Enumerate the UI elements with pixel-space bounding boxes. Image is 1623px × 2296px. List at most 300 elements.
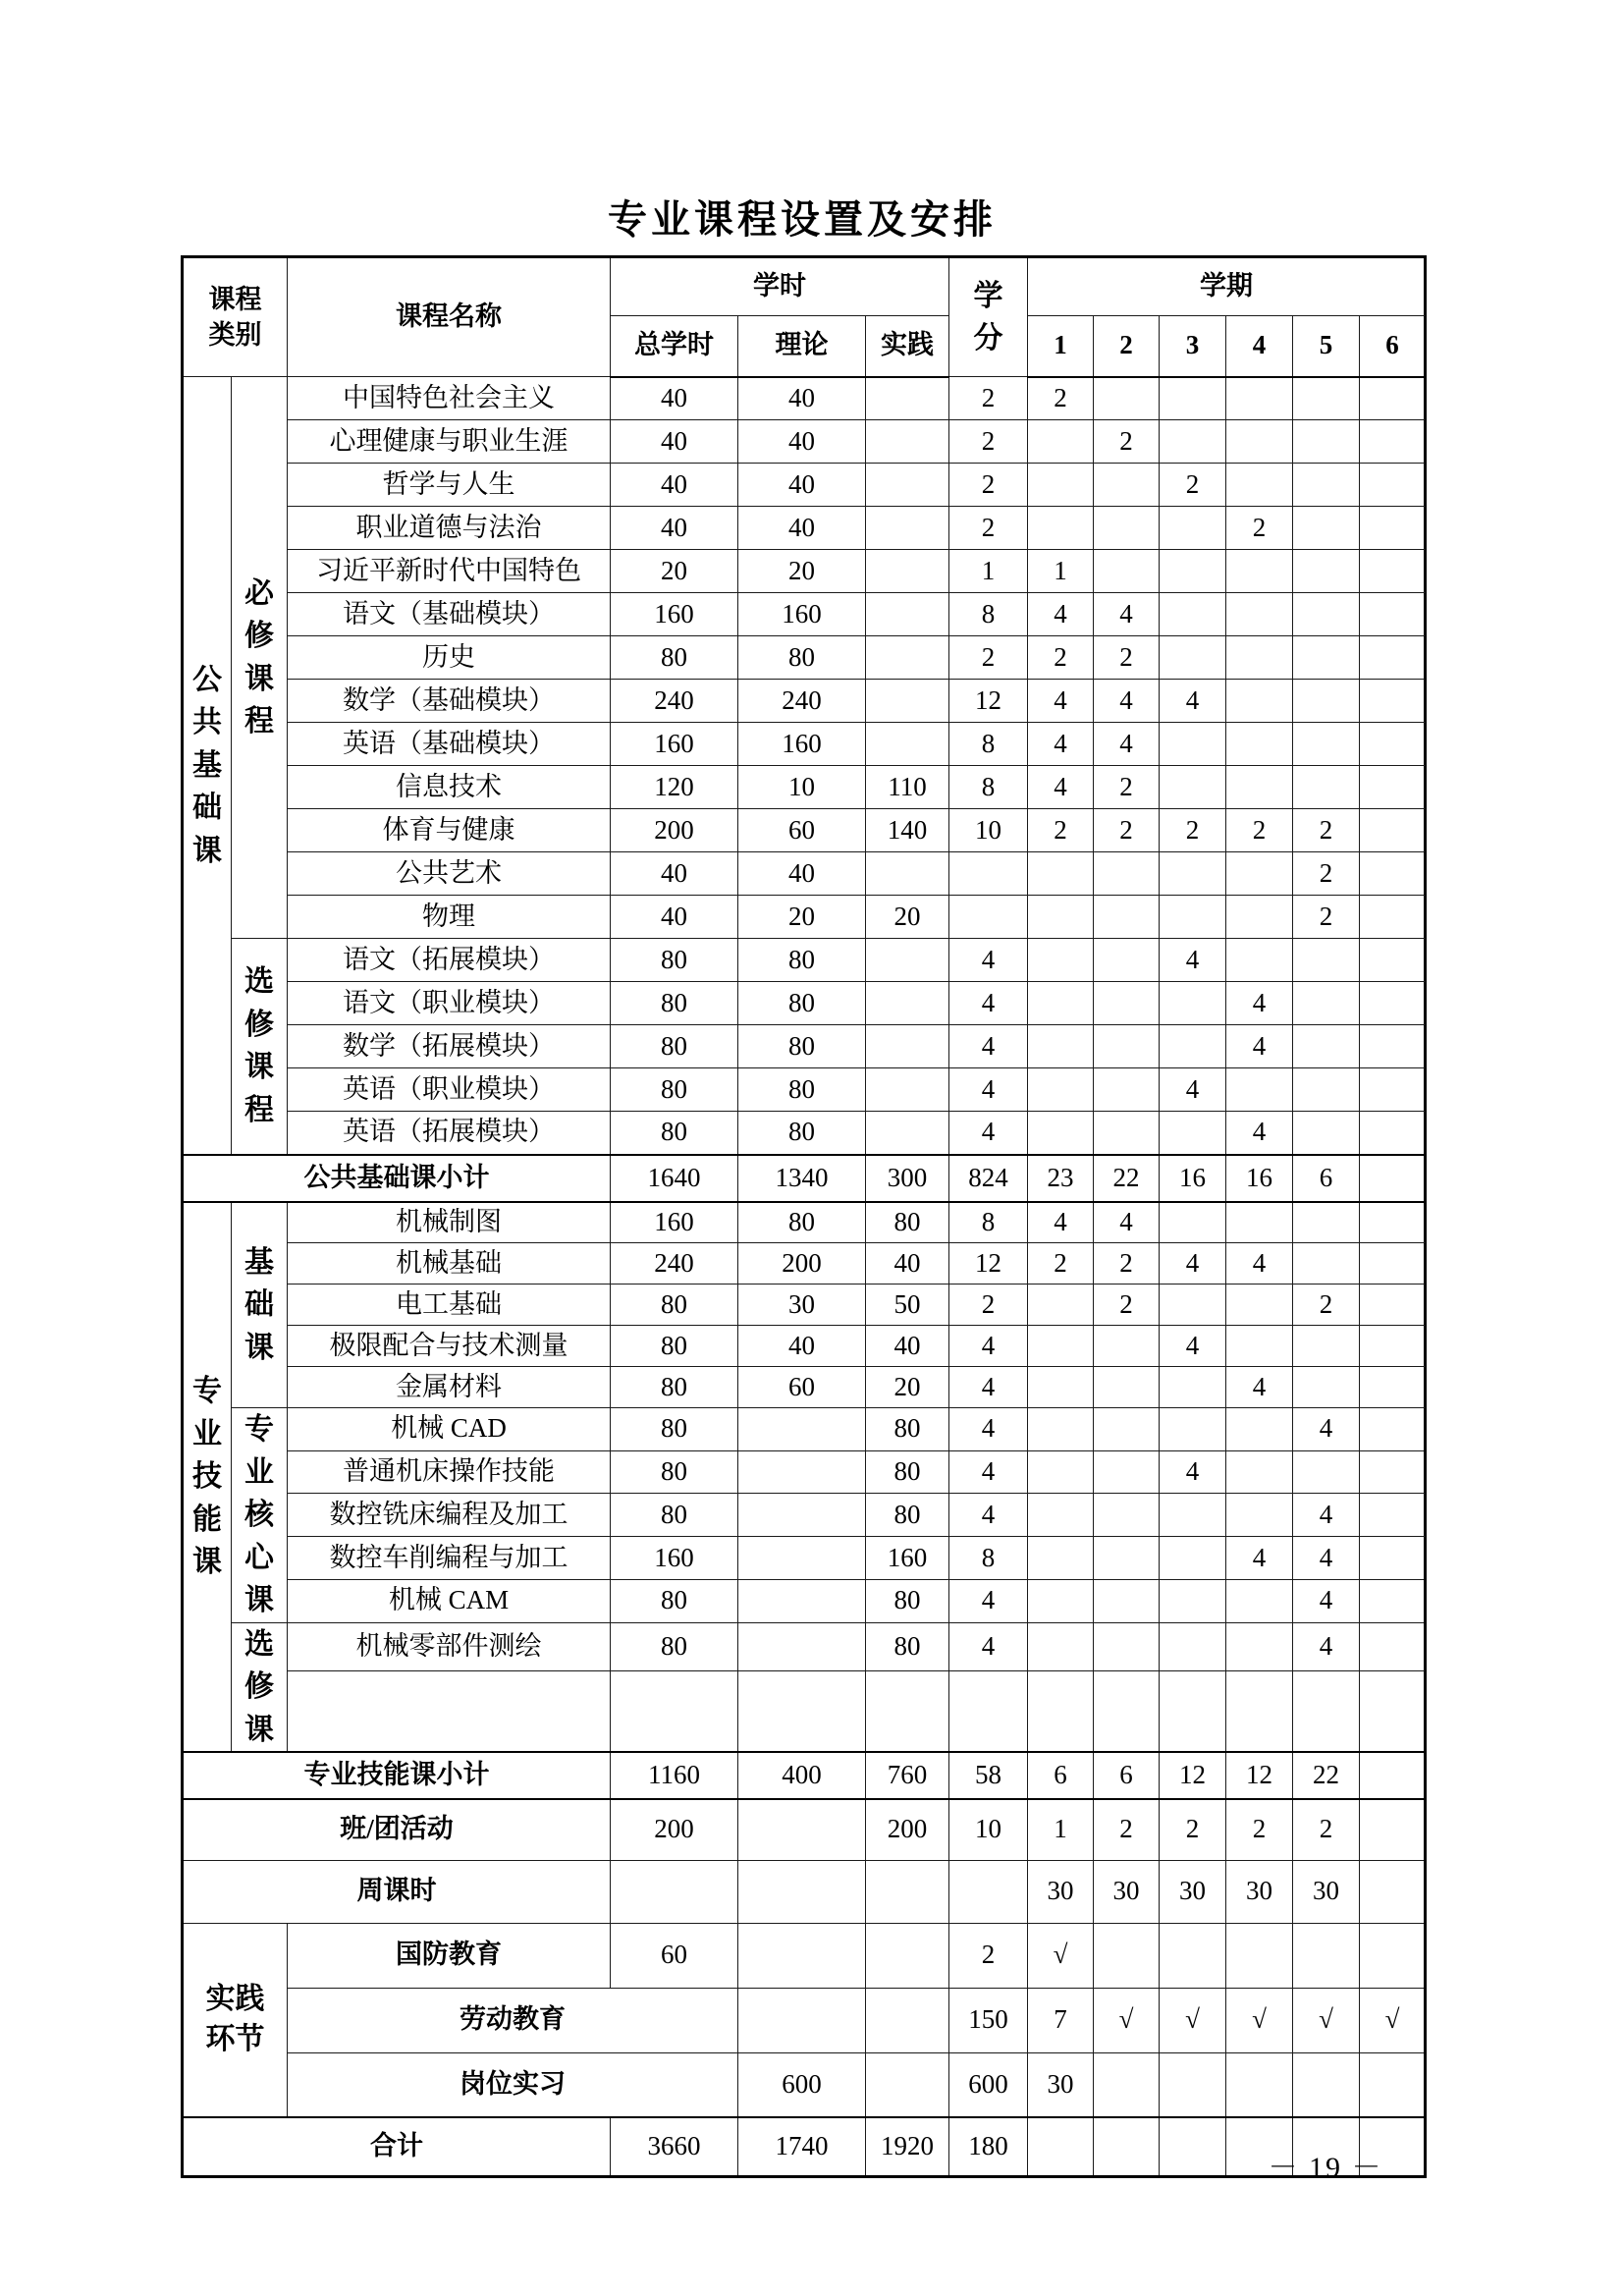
semester-6-cell <box>1360 1068 1426 1112</box>
total-hours-cell: 80 <box>611 982 738 1025</box>
course-row <box>183 1285 1426 1326</box>
course-row <box>183 420 1426 464</box>
semester-3-cell <box>1160 1622 1226 1671</box>
semester-2-cell: 4 <box>1094 593 1160 636</box>
semester-2-cell: 4 <box>1094 1202 1160 1243</box>
semester-6-cell <box>1360 982 1426 1025</box>
theory-hours-cell: 40 <box>738 852 866 896</box>
theory-hours-cell: 40 <box>738 507 866 550</box>
semester-5-cell <box>1293 507 1360 550</box>
theory-hours-cell: 200 <box>738 1243 866 1285</box>
semester-3-cell: 2 <box>1160 1799 1226 1860</box>
semester-2-cell: √ <box>1160 1988 1226 2052</box>
class-activity-row <box>183 1799 1426 1860</box>
semester-1-cell <box>1028 1537 1094 1580</box>
semester-4-cell: 30 <box>1226 1860 1293 1923</box>
semester-1-cell <box>1028 507 1094 550</box>
semester-3-cell <box>1160 593 1226 636</box>
total-hours-cell: 240 <box>611 1243 738 1285</box>
semester-5-cell <box>1293 1671 1360 1753</box>
semester-2-cell: 2 <box>1094 420 1160 464</box>
semester-3-cell: 30 <box>1160 1860 1226 1923</box>
semester-5-cell: 2 <box>1293 1285 1360 1326</box>
course-name-cell: 机械制图 <box>288 1202 611 1243</box>
course-row <box>183 593 1426 636</box>
semester-4-cell <box>1226 1285 1293 1326</box>
semester-4-cell <box>1226 420 1293 464</box>
semester-2-cell <box>1094 1112 1160 1155</box>
course-name-cell: 班/团活动 <box>183 1799 611 1860</box>
header-semester-1: 1 <box>1028 316 1094 377</box>
credits-cell: 180 <box>949 2117 1028 2176</box>
semester-2-cell <box>1094 1494 1160 1537</box>
credits-cell: 58 <box>949 1752 1028 1799</box>
practice-hours-cell <box>866 1860 949 1923</box>
theory-hours-cell: 10 <box>738 766 866 809</box>
theory-hours-cell: 40 <box>738 464 866 507</box>
semester-6-cell <box>1360 1494 1426 1537</box>
semester-3-cell <box>1160 766 1226 809</box>
semester-3-cell: 2 <box>1160 809 1226 852</box>
semester-2-cell <box>1094 896 1160 939</box>
semester-1-cell: 4 <box>1028 1202 1094 1243</box>
credits-cell: 4 <box>949 1367 1028 1408</box>
page-title: 专业课程设置及安排 <box>608 197 997 242</box>
total-hours-cell: 60 <box>611 1923 738 1988</box>
semester-3-cell <box>1160 1367 1226 1408</box>
credits-cell: 4 <box>949 1408 1028 1451</box>
semester-1-cell <box>1028 464 1094 507</box>
semester-2-cell: 2 <box>1094 1285 1160 1326</box>
semester-5-cell <box>1293 550 1360 593</box>
theory-hours-cell: 80 <box>738 1025 866 1068</box>
semester-5-cell: 4 <box>1293 1537 1360 1580</box>
semester-6-cell <box>1360 464 1426 507</box>
total-hours-cell <box>611 1671 738 1753</box>
practice-hours-cell <box>866 1923 949 1988</box>
semester-6-cell <box>1360 1285 1426 1326</box>
semester-5-cell: 2 <box>1293 809 1360 852</box>
semester-5-cell <box>1293 1202 1360 1243</box>
semester-6-cell <box>1360 1112 1426 1155</box>
semester-2-cell <box>1160 2052 1226 2117</box>
credits-cell: 4 <box>949 1579 1028 1622</box>
semester-1-cell: 2 <box>1028 809 1094 852</box>
semester-5-cell <box>1293 1112 1360 1155</box>
semester-1-cell <box>1028 896 1094 939</box>
practice-row <box>183 1988 1426 2052</box>
semester-1-cell <box>1028 1112 1094 1155</box>
semester-4-cell: 4 <box>1226 982 1293 1025</box>
course-row <box>183 1112 1426 1155</box>
credits-cell: 4 <box>949 1068 1028 1112</box>
semester-2-cell <box>1094 1025 1160 1068</box>
credits-cell: 1 <box>949 550 1028 593</box>
total-hours-cell: 80 <box>611 1494 738 1537</box>
semester-1-cell: 2 <box>1028 636 1094 680</box>
semester-3-cell <box>1226 2052 1293 2117</box>
course-name-cell <box>288 1671 611 1753</box>
semester-1-cell: 6 <box>1028 1752 1094 1799</box>
course-row <box>183 766 1426 809</box>
semester-6-cell <box>1360 1450 1426 1494</box>
course-name-cell: 周课时 <box>183 1860 611 1923</box>
total-hours-cell: 80 <box>611 1408 738 1451</box>
header-semester-3: 3 <box>1160 316 1226 377</box>
semester-5-cell: 2 <box>1293 852 1360 896</box>
course-row <box>183 1450 1426 1494</box>
course-name-cell: 体育与健康 <box>288 809 611 852</box>
semester-1-cell <box>1028 1622 1094 1671</box>
semester-5-cell <box>1293 636 1360 680</box>
semester-6-cell <box>1360 1752 1426 1799</box>
semester-5-cell <box>1293 420 1360 464</box>
course-name-cell: 机械零部件测绘 <box>288 1622 611 1671</box>
semester-4-cell: 16 <box>1226 1155 1293 1202</box>
course-name-cell: 专业技能课小计 <box>183 1752 611 1799</box>
semester-1-cell: 4 <box>1028 680 1094 723</box>
semester-4-cell <box>1226 1923 1293 1988</box>
semester-5-cell: 2 <box>1293 896 1360 939</box>
practice-category-label: 实践环节 <box>183 1923 288 2117</box>
practice-hours-cell: 80 <box>866 1450 949 1494</box>
course-name-cell: 英语（拓展模块） <box>288 1112 611 1155</box>
practice-hours-cell: 40 <box>866 1243 949 1285</box>
practice-hours-cell: 160 <box>866 1537 949 1580</box>
theory-hours-cell <box>738 1799 866 1860</box>
practice-hours-cell: 1920 <box>866 2117 949 2176</box>
practice-hours-cell: 80 <box>866 1202 949 1243</box>
practice-hours-cell: 50 <box>866 1285 949 1326</box>
semester-1-cell <box>1028 1671 1094 1753</box>
semester-4-cell <box>1293 2052 1360 2117</box>
semester-3-cell: 4 <box>1160 1450 1226 1494</box>
semester-4-cell <box>1226 1671 1293 1753</box>
practice-hours-cell: 80 <box>866 1494 949 1537</box>
course-row <box>183 464 1426 507</box>
theory-hours-cell <box>738 1860 866 1923</box>
semester-4-cell: 4 <box>1226 1243 1293 1285</box>
course-row <box>183 896 1426 939</box>
semester-2-cell <box>1094 507 1160 550</box>
semester-2-cell <box>1094 1671 1160 1753</box>
header-semester: 学期 <box>1028 257 1426 316</box>
semester-1-cell: 30 <box>1028 1860 1094 1923</box>
total-hours-cell: 40 <box>611 420 738 464</box>
credits-cell: 8 <box>949 593 1028 636</box>
semester-5-cell <box>1293 377 1360 420</box>
course-row <box>183 550 1426 593</box>
semester-6-cell <box>1360 1622 1426 1671</box>
credits-cell: 2 <box>949 636 1028 680</box>
practice-row <box>183 1923 1426 1988</box>
total-hours-cell: 40 <box>611 377 738 420</box>
theory-hours-cell: 80 <box>738 1068 866 1112</box>
semester-4-cell <box>1226 766 1293 809</box>
semester-3-cell <box>1160 1285 1226 1326</box>
semester-1-cell: 4 <box>1028 723 1094 766</box>
credits-cell: 12 <box>949 680 1028 723</box>
credits-cell: 4 <box>949 982 1028 1025</box>
semester-4-cell: √ <box>1293 1988 1360 2052</box>
theory-hours-cell: 80 <box>738 1202 866 1243</box>
semester-5-cell <box>1293 723 1360 766</box>
theory-hours-cell: 80 <box>738 1112 866 1155</box>
total-hours-cell: 600 <box>738 2052 866 2117</box>
theory-hours-cell <box>738 1622 866 1671</box>
semester-5-cell: 2 <box>1293 1799 1360 1860</box>
semester-5-cell <box>1293 1068 1360 1112</box>
course-row <box>183 1367 1426 1408</box>
practice-hours-cell <box>866 1068 949 1112</box>
course-name-cell: 劳动教育 <box>288 1988 738 2052</box>
semester-2-cell <box>1094 939 1160 982</box>
weekly-hours-row <box>183 1860 1426 1923</box>
course-name-cell: 岗位实习 <box>288 2052 738 2117</box>
semester-4-cell <box>1226 550 1293 593</box>
semester-3-cell <box>1160 982 1226 1025</box>
total-hours-cell: 40 <box>611 852 738 896</box>
header-practice-hours: 实践 <box>866 316 949 377</box>
semester-3-cell: 16 <box>1160 1155 1226 1202</box>
header-theory-hours: 理论 <box>738 316 866 377</box>
practice-hours-cell <box>866 593 949 636</box>
practice-hours-cell: 760 <box>866 1752 949 1799</box>
practice-hours-cell <box>866 680 949 723</box>
course-row <box>183 636 1426 680</box>
semester-3-cell <box>1160 896 1226 939</box>
practice-hours-cell: 20 <box>866 1367 949 1408</box>
semester-6-cell <box>1360 1155 1426 1202</box>
semester-1-cell <box>1028 1025 1094 1068</box>
semester-1-cell <box>1028 1367 1094 1408</box>
practice-hours-cell: 150 <box>949 1988 1028 2052</box>
course-name-cell: 信息技术 <box>288 766 611 809</box>
total-hours-cell: 120 <box>611 766 738 809</box>
semester-4-cell <box>1226 1579 1293 1622</box>
credits-cell: 8 <box>949 1537 1028 1580</box>
semester-6-cell <box>1360 1537 1426 1580</box>
semester-5-cell: 4 <box>1293 1622 1360 1671</box>
semester-2-cell <box>1094 1622 1160 1671</box>
semester-3-cell <box>1160 1579 1226 1622</box>
total-hours-cell: 1160 <box>611 1752 738 1799</box>
theory-hours-cell: 60 <box>738 809 866 852</box>
semester-5-cell: 22 <box>1293 1752 1360 1799</box>
table-body <box>183 377 1426 2177</box>
header-semester-4: 4 <box>1226 316 1293 377</box>
semester-5-cell <box>1293 1367 1360 1408</box>
semester-2-cell <box>1094 1367 1160 1408</box>
course-row <box>183 1243 1426 1285</box>
semester-3-cell <box>1160 1112 1226 1155</box>
semester-6-cell <box>1360 420 1426 464</box>
total-hours-cell: 40 <box>611 464 738 507</box>
course-name-cell: 心理健康与职业生涯 <box>288 420 611 464</box>
credits-cell: 4 <box>949 939 1028 982</box>
practice-hours-cell: 20 <box>866 896 949 939</box>
course-row <box>183 1622 1426 1671</box>
semester-4-cell <box>1226 593 1293 636</box>
semester-4-cell <box>1226 680 1293 723</box>
semester-2-cell <box>1094 1450 1160 1494</box>
theory-hours-cell <box>738 1408 866 1451</box>
semester-6-cell <box>1360 809 1426 852</box>
theory-hours-cell <box>738 1494 866 1537</box>
theory-hours-cell: 80 <box>738 636 866 680</box>
practice-hours-cell <box>866 636 949 680</box>
course-name-cell: 职业道德与法治 <box>288 507 611 550</box>
total-hours-cell <box>611 1860 738 1923</box>
semester-5-cell <box>1293 1450 1360 1494</box>
course-name-cell: 数控车削编程与加工 <box>288 1537 611 1580</box>
course-row <box>183 852 1426 896</box>
credits-cell: 8 <box>949 766 1028 809</box>
semester-2-cell: 2 <box>1094 1799 1160 1860</box>
semester-3-cell: 12 <box>1160 1752 1226 1799</box>
semester-3-cell <box>1160 420 1226 464</box>
course-name-cell: 数控铣床编程及加工 <box>288 1494 611 1537</box>
course-row <box>183 1671 1426 1753</box>
semester-2-cell: 2 <box>1094 809 1160 852</box>
credits-cell: 4 <box>949 1494 1028 1537</box>
total-hours-cell: 80 <box>611 1579 738 1622</box>
theory-hours-cell: 80 <box>738 939 866 982</box>
semester-6-cell <box>1360 1579 1426 1622</box>
header-category: 课程类别 <box>183 257 288 377</box>
semester-3-cell <box>1160 1202 1226 1243</box>
semester-4-cell <box>1226 939 1293 982</box>
theory-hours-cell: 80 <box>738 982 866 1025</box>
subtotal-row <box>183 1752 1426 1799</box>
practice-hours-cell <box>866 464 949 507</box>
semester-3-cell <box>1160 1537 1226 1580</box>
practice-hours-cell <box>866 939 949 982</box>
practice-hours-cell: 200 <box>866 1799 949 1860</box>
subgroup-label: 选修课 <box>232 1622 288 1752</box>
course-name-cell: 中国特色社会主义 <box>288 377 611 420</box>
semester-5-cell: 4 <box>1293 1579 1360 1622</box>
practice-hours-cell <box>866 550 949 593</box>
semester-2-cell: 2 <box>1094 1243 1160 1285</box>
total-hours-cell: 80 <box>611 1450 738 1494</box>
semester-1-cell <box>1028 2117 1094 2176</box>
semester-1-cell <box>1028 420 1094 464</box>
practice-hours-cell: 80 <box>866 1579 949 1622</box>
credits-cell <box>949 852 1028 896</box>
semester-5-cell <box>1293 939 1360 982</box>
semester-6-cell <box>1360 1671 1426 1753</box>
course-name-cell: 金属材料 <box>288 1367 611 1408</box>
total-hours-cell: 80 <box>611 1025 738 1068</box>
semester-6-cell <box>1360 1025 1426 1068</box>
semester-2-cell <box>1094 1408 1160 1451</box>
total-hours-cell: 80 <box>611 1326 738 1367</box>
semester-4-cell <box>1226 1450 1293 1494</box>
credits-cell: 2 <box>949 377 1028 420</box>
course-name-cell: 普通机床操作技能 <box>288 1450 611 1494</box>
course-name-cell: 英语（职业模块） <box>288 1068 611 1112</box>
theory-hours-cell <box>866 2052 949 2117</box>
semester-3-cell <box>1160 636 1226 680</box>
practice-hours-cell: 300 <box>866 1155 949 1202</box>
course-name-cell: 语文（职业模块） <box>288 982 611 1025</box>
practice-hours-cell <box>866 1025 949 1068</box>
semester-6-cell <box>1360 1923 1426 1988</box>
semester-3-cell <box>1160 723 1226 766</box>
semester-6-cell <box>1360 377 1426 420</box>
credits-cell: 2 <box>949 1923 1028 1988</box>
course-name-cell: 公共基础课小计 <box>183 1155 611 1202</box>
semester-1-cell <box>1028 1450 1094 1494</box>
semester-5-cell: 4 <box>1293 1494 1360 1537</box>
credits-cell: 2 <box>949 507 1028 550</box>
semester-3-cell <box>1160 1671 1226 1753</box>
semester-1-cell: 2 <box>1028 377 1094 420</box>
semester-2-cell <box>1094 1068 1160 1112</box>
semester-6-cell <box>1360 1860 1426 1923</box>
credits-cell: 7 <box>1028 1988 1094 2052</box>
theory-hours-cell: 40 <box>738 420 866 464</box>
total-hours-cell: 40 <box>611 507 738 550</box>
semester-4-cell: 4 <box>1226 1537 1293 1580</box>
semester-6-cell <box>1360 896 1426 939</box>
credits-cell: 4 <box>949 1450 1028 1494</box>
total-hours-cell: 80 <box>611 636 738 680</box>
course-row <box>183 982 1426 1025</box>
semester-2-cell <box>1094 1923 1160 1988</box>
practice-hours-cell <box>866 507 949 550</box>
theory-hours-cell: 400 <box>738 1752 866 1799</box>
semester-3-cell <box>1160 852 1226 896</box>
total-hours-cell: 160 <box>611 723 738 766</box>
course-name-cell: 数学（拓展模块） <box>288 1025 611 1068</box>
semester-4-cell <box>1226 896 1293 939</box>
course-name-cell: 机械 CAM <box>288 1579 611 1622</box>
theory-hours-cell: 1740 <box>738 2117 866 2176</box>
semester-4-cell: 4 <box>1226 1025 1293 1068</box>
semester-1-cell <box>1028 1579 1094 1622</box>
semester-5-cell: 6 <box>1293 1155 1360 1202</box>
semester-1-cell <box>1028 1068 1094 1112</box>
semester-4-cell: 2 <box>1226 809 1293 852</box>
semester-6-cell <box>1360 550 1426 593</box>
semester-6-cell <box>1360 1799 1426 1860</box>
semester-3-cell <box>1160 377 1226 420</box>
semester-2-cell: 6 <box>1094 1752 1160 1799</box>
theory-hours-cell: 40 <box>738 1326 866 1367</box>
course-name-cell: 合计 <box>183 2117 611 2176</box>
total-hours-cell: 200 <box>611 809 738 852</box>
semester-1-cell: 4 <box>1028 593 1094 636</box>
practice-row <box>183 2052 1426 2117</box>
credits-cell: 4 <box>949 1025 1028 1068</box>
course-row <box>183 939 1426 982</box>
semester-6-cell <box>1360 723 1426 766</box>
semester-3-cell: 4 <box>1160 1243 1226 1285</box>
subgroup-label: 必修课程 <box>232 377 288 939</box>
semester-1-cell: 2 <box>1028 1243 1094 1285</box>
semester-3-cell: 4 <box>1160 1326 1226 1367</box>
course-row <box>183 1068 1426 1112</box>
course-row <box>183 1326 1426 1367</box>
practice-hours-cell: 110 <box>866 766 949 809</box>
course-name-cell: 机械 CAD <box>288 1408 611 1451</box>
semester-1-cell <box>1028 1326 1094 1367</box>
semester-1-cell <box>1028 852 1094 896</box>
semester-6-cell <box>1360 680 1426 723</box>
course-row <box>183 1579 1426 1622</box>
